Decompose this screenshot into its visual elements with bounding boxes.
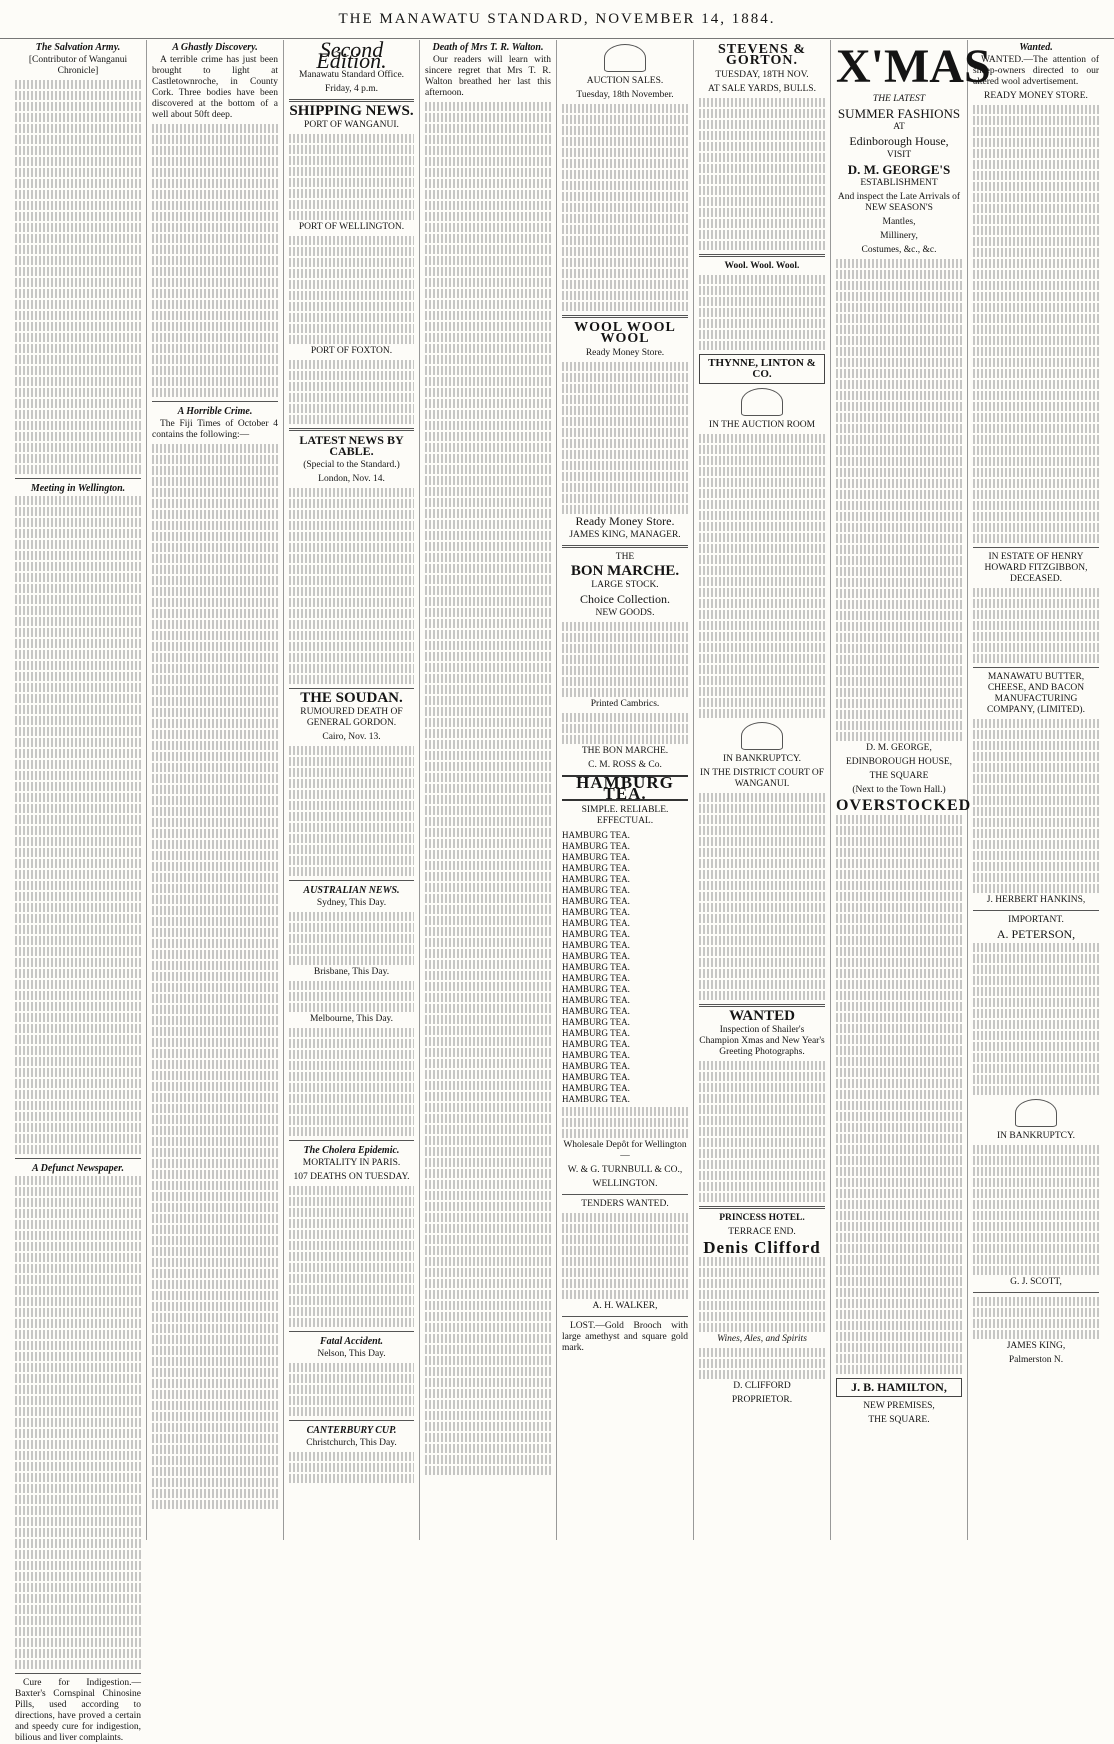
hamburg-row: HAMBURG TEA.	[562, 995, 630, 1005]
ready-money-line: READY MONEY STORE.	[984, 91, 1088, 101]
columns	[10, 37, 1104, 1743]
ready-money-store-2: Ready Money Store.	[575, 514, 675, 528]
large-stock: LARGE STOCK.	[591, 580, 659, 590]
costumes-line: Costumes, &c., &c.	[861, 245, 937, 255]
port-foxton: PORT OF FOXTON.	[310, 346, 393, 356]
hamburg-slogan: SIMPLE. RELIABLE. EFFECTUAL.	[581, 805, 669, 826]
dateline-brisbane: Brisbane, This Day.	[313, 967, 390, 977]
hamburg-row: HAMBURG TEA.	[562, 1094, 630, 1104]
soudan-title: THE SOUDAN.	[300, 690, 403, 706]
wanted-title: WANTED	[729, 1008, 795, 1024]
court-heading: IN THE DISTRICT COURT OF WANGANUI.	[700, 768, 824, 789]
choice-collection: Choice Collection.	[580, 592, 670, 606]
hamburg-row: HAMBURG TEA.	[562, 940, 630, 950]
hamburg-row: HAMBURG TEA.	[562, 1072, 630, 1082]
bankruptcy-heading-2: IN BANKRUPTCY.	[997, 1131, 1075, 1141]
estate-heading: IN ESTATE OF HENRY HOWARD FITZGIBBON, DECEASED.	[984, 552, 1088, 584]
wellington-line: WELLINGTON.	[592, 1179, 658, 1189]
denis-clifford: Denis Clifford	[703, 1238, 821, 1257]
hamburg-tea-title: HAMBURG TEA.	[562, 775, 688, 801]
hamburg-row: HAMBURG TEA.	[562, 863, 630, 873]
summer-fashions: SUMMER FASHIONS	[837, 106, 961, 121]
column-5	[557, 40, 694, 1540]
latest-line: THE LATEST	[872, 94, 926, 104]
scott-signoff: G. J. SCOTT,	[1010, 1277, 1062, 1287]
column-8	[968, 40, 1104, 1540]
dateline-cairo: Cairo, Nov. 13.	[322, 732, 381, 742]
auction-emblem-icon	[604, 44, 646, 72]
tenders-wanted: TENDERS WANTED.	[581, 1199, 669, 1209]
edinborough-house: Edinborough House,	[849, 134, 949, 148]
wool-banner: WOOL WOOL WOOL	[574, 320, 676, 346]
george-signoff: D. M. GEORGE,	[866, 743, 932, 753]
special-note: (Special to the Standard.)	[303, 460, 400, 470]
king-signoff: JAMES KING,	[1006, 1341, 1066, 1351]
thynne-linton-banner: THYNNE, LINTON & CO.	[699, 354, 825, 384]
office-line: Manawatu Standard Office.	[298, 70, 405, 80]
establishment-line: ESTABLISHMENT	[860, 178, 938, 188]
hamburg-row: HAMBURG TEA.	[562, 973, 630, 983]
xmas-title: X'MAS	[836, 40, 991, 93]
dateline-london: London, Nov. 14.	[318, 474, 385, 484]
hamburg-row: HAMBURG TEA.	[562, 885, 630, 895]
fatal-accident-title: Fatal Accident.	[320, 1336, 383, 1347]
next-town-hall: (Next to the Town Hall.)	[852, 785, 946, 795]
hamburg-row: HAMBURG TEA.	[562, 1039, 630, 1049]
article-walton-lead: Our readers will learn with sincere regret that Mrs T. R. Walton breathed her last this afternoon.	[425, 55, 551, 98]
masthead: THE MANAWATU STANDARD, NOVEMBER 14, 1884.	[0, 0, 1114, 39]
terrace-end: TERRACE END.	[728, 1227, 796, 1237]
bankruptcy-heading: IN BANKRUPTCY.	[723, 754, 801, 764]
auction-room: IN THE AUCTION ROOM	[708, 420, 816, 430]
article-ghastly-lead: A terrible crime has just been brought to light at Castletownroche, in County Cork. Three bodies have been discovered at the bottom of a well about 50ft deep.	[152, 55, 278, 120]
stevens-gorton-title: STEVENS & GORTON.	[718, 42, 806, 68]
rumoured-death: RUMOURED DEATH OF GENERAL GORDON.	[300, 707, 403, 728]
clifford-signoff: D. CLIFFORD	[733, 1381, 791, 1391]
australian-news-title: AUSTRALIAN NEWS.	[303, 885, 400, 896]
at-line: AT	[893, 122, 905, 132]
wholesale-depot: Wholesale Depôt for Wellington—	[563, 1140, 687, 1161]
printed-cambrics: Printed Cambrics.	[590, 699, 660, 709]
shipping-news-title: SHIPPING NEWS.	[289, 103, 414, 119]
wanted-notice: WANTED.—The attention of sheep-owners directed to our altered wool advertisement.	[973, 55, 1099, 87]
edition-time: Friday, 4 p.m.	[325, 84, 378, 94]
hamburg-row: HAMBURG TEA.	[562, 874, 630, 884]
coat-of-arms-icon	[741, 388, 783, 416]
attribution: [Contributor of Wanganui Chronicle]	[28, 55, 128, 76]
auction-sales-title: AUCTION SALES.	[586, 76, 664, 86]
millinery-line: Millinery,	[880, 231, 918, 241]
sale-location: AT SALE YARDS, BULLS.	[708, 84, 816, 94]
port-wellington: PORT OF WELLINGTON.	[298, 222, 405, 232]
hamburg-row: HAMBURG TEA.	[562, 1061, 630, 1071]
column-3	[284, 37, 420, 1540]
new-goods: NEW GOODS.	[595, 608, 655, 618]
princess-hotel: PRINCESS HOTEL.	[719, 1213, 805, 1223]
manawatu-company: MANAWATU BUTTER, CHEESE, AND BACON MANUFACTURING COMPANY, (LIMITED).	[987, 672, 1085, 715]
hamburg-row: HAMBURG TEA.	[562, 918, 630, 928]
sale-date: TUESDAY, 18TH NOV.	[715, 70, 809, 80]
palmerston-line: Palmerston N.	[1008, 1355, 1064, 1365]
hamburg-row: HAMBURG TEA.	[562, 984, 630, 994]
dateline-nelson: Nelson, This Day.	[317, 1349, 386, 1359]
hankins-signoff: J. HERBERT HANKINS,	[986, 895, 1086, 905]
hamburg-row: HAMBURG TEA.	[562, 830, 630, 840]
cholera-title: The Cholera Epidemic.	[303, 1145, 400, 1156]
wool-heading: Wool. Wool. Wool.	[724, 261, 800, 271]
headline-defunct-newspaper: A Defunct Newspaper.	[32, 1163, 124, 1174]
new-premises: NEW PREMISES,	[863, 1401, 935, 1411]
square-line: THE SQUARE	[869, 771, 929, 781]
column-2	[147, 40, 284, 1540]
walker-line: A. H. WALKER,	[592, 1301, 658, 1311]
turnbull-line: W. & G. TURNBULL & CO.,	[567, 1165, 683, 1175]
overstocked-banner: OVERSTOCKED	[836, 797, 972, 814]
inspection-notice: Inspection of Shailer's Champion Xmas and New Year's Greeting Photographs.	[699, 1025, 825, 1057]
dateline-sydney: Sydney, This Day.	[316, 898, 387, 908]
headline-death-walton: Death of Mrs T. R. Walton.	[432, 42, 544, 53]
mantles-line: Mantles,	[882, 217, 916, 227]
hamburg-row: HAMBURG TEA.	[562, 929, 630, 939]
auction-date: Tuesday, 18th November.	[576, 90, 674, 100]
ross-line: C. M. ROSS & Co.	[588, 760, 662, 770]
bon-marche-title: BON MARCHE.	[570, 563, 680, 579]
column-7	[831, 40, 991, 1540]
headline-horrible-crime: A Horrible Crime.	[177, 406, 253, 417]
hamburg-row: HAMBURG TEA.	[562, 841, 630, 851]
coat-of-arms-icon	[1015, 1099, 1057, 1127]
wines-line: Wines, Ales, and Spirits	[717, 1334, 807, 1344]
headline-ghastly-discovery: A Ghastly Discovery.	[172, 42, 258, 53]
footer-notice: Cure for Indigestion.—Baxter's Cornspinal Chinosine Pills, used according to directions, have proved a certain and speedy cure for indigestion, bilious and liver complaints.	[15, 1678, 141, 1743]
hamburg-row: HAMBURG TEA.	[562, 951, 630, 961]
the-label: THE	[615, 552, 635, 562]
peterson-line: A. PETERSON,	[996, 927, 1076, 941]
headline-salvation-army: The Salvation Army.	[35, 42, 121, 53]
hamburg-row: HAMBURG TEA.	[562, 896, 630, 906]
manager-line: JAMES KING, MANAGER.	[569, 530, 681, 540]
canterbury-cup-title: CANTERBURY CUP.	[306, 1425, 397, 1436]
column-1	[10, 40, 147, 1743]
dateline-melbourne: Melbourne, This Day.	[309, 1014, 394, 1024]
important-heading: IMPORTANT.	[1008, 915, 1064, 925]
ready-money-store: Ready Money Store.	[585, 348, 665, 358]
hamburg-row: HAMBURG TEA.	[562, 1006, 630, 1016]
deaths-tuesday: 107 DEATHS ON TUESDAY.	[293, 1172, 410, 1182]
column-4	[420, 40, 557, 1540]
dateline-christchurch: Christchurch, This Day.	[306, 1438, 397, 1448]
proprietor-line: PROPRIETOR.	[731, 1395, 793, 1405]
hamburg-row: HAMBURG TEA.	[562, 852, 630, 862]
hamburg-row: HAMBURG TEA.	[562, 1028, 630, 1038]
coat-of-arms-icon	[741, 722, 783, 750]
george-line: D. M. GEORGE'S	[847, 162, 951, 177]
port-wanganui: PORT OF WANGANUI.	[304, 120, 399, 130]
lost-notice: LOST.—Gold Brooch with large amethyst and square gold mark.	[562, 1321, 688, 1353]
inspect-line: And inspect the Late Arrivals of NEW SEASON'S	[837, 192, 961, 213]
wanted-heading: Wanted.	[1019, 42, 1053, 53]
mortality-paris: MORTALITY IN PARIS.	[302, 1158, 401, 1168]
hamburg-row: HAMBURG TEA.	[562, 1050, 630, 1060]
the-square: THE SQUARE.	[868, 1415, 930, 1425]
latest-news-title: LATEST NEWS BY CABLE.	[299, 433, 404, 458]
article-crime-lead: The Fiji Times of October 4 contains the following:—	[152, 419, 278, 440]
headline-meeting: Meeting in Wellington.	[30, 483, 126, 494]
bon-marche-2: THE BON MARCHE.	[581, 746, 669, 756]
second-edition-title: Second Edition.	[316, 37, 387, 73]
column-6	[694, 40, 831, 1540]
visit-line: VISIT	[886, 150, 912, 160]
hamburg-row: HAMBURG TEA.	[562, 907, 630, 917]
hamilton-banner: J. B. HAMILTON,	[836, 1378, 962, 1397]
edinborough-signoff: EDINBOROUGH HOUSE,	[845, 757, 953, 767]
hamburg-row: HAMBURG TEA.	[562, 962, 630, 972]
hamburg-row: HAMBURG TEA.	[562, 1083, 630, 1093]
hamburg-row: HAMBURG TEA.	[562, 1017, 630, 1027]
